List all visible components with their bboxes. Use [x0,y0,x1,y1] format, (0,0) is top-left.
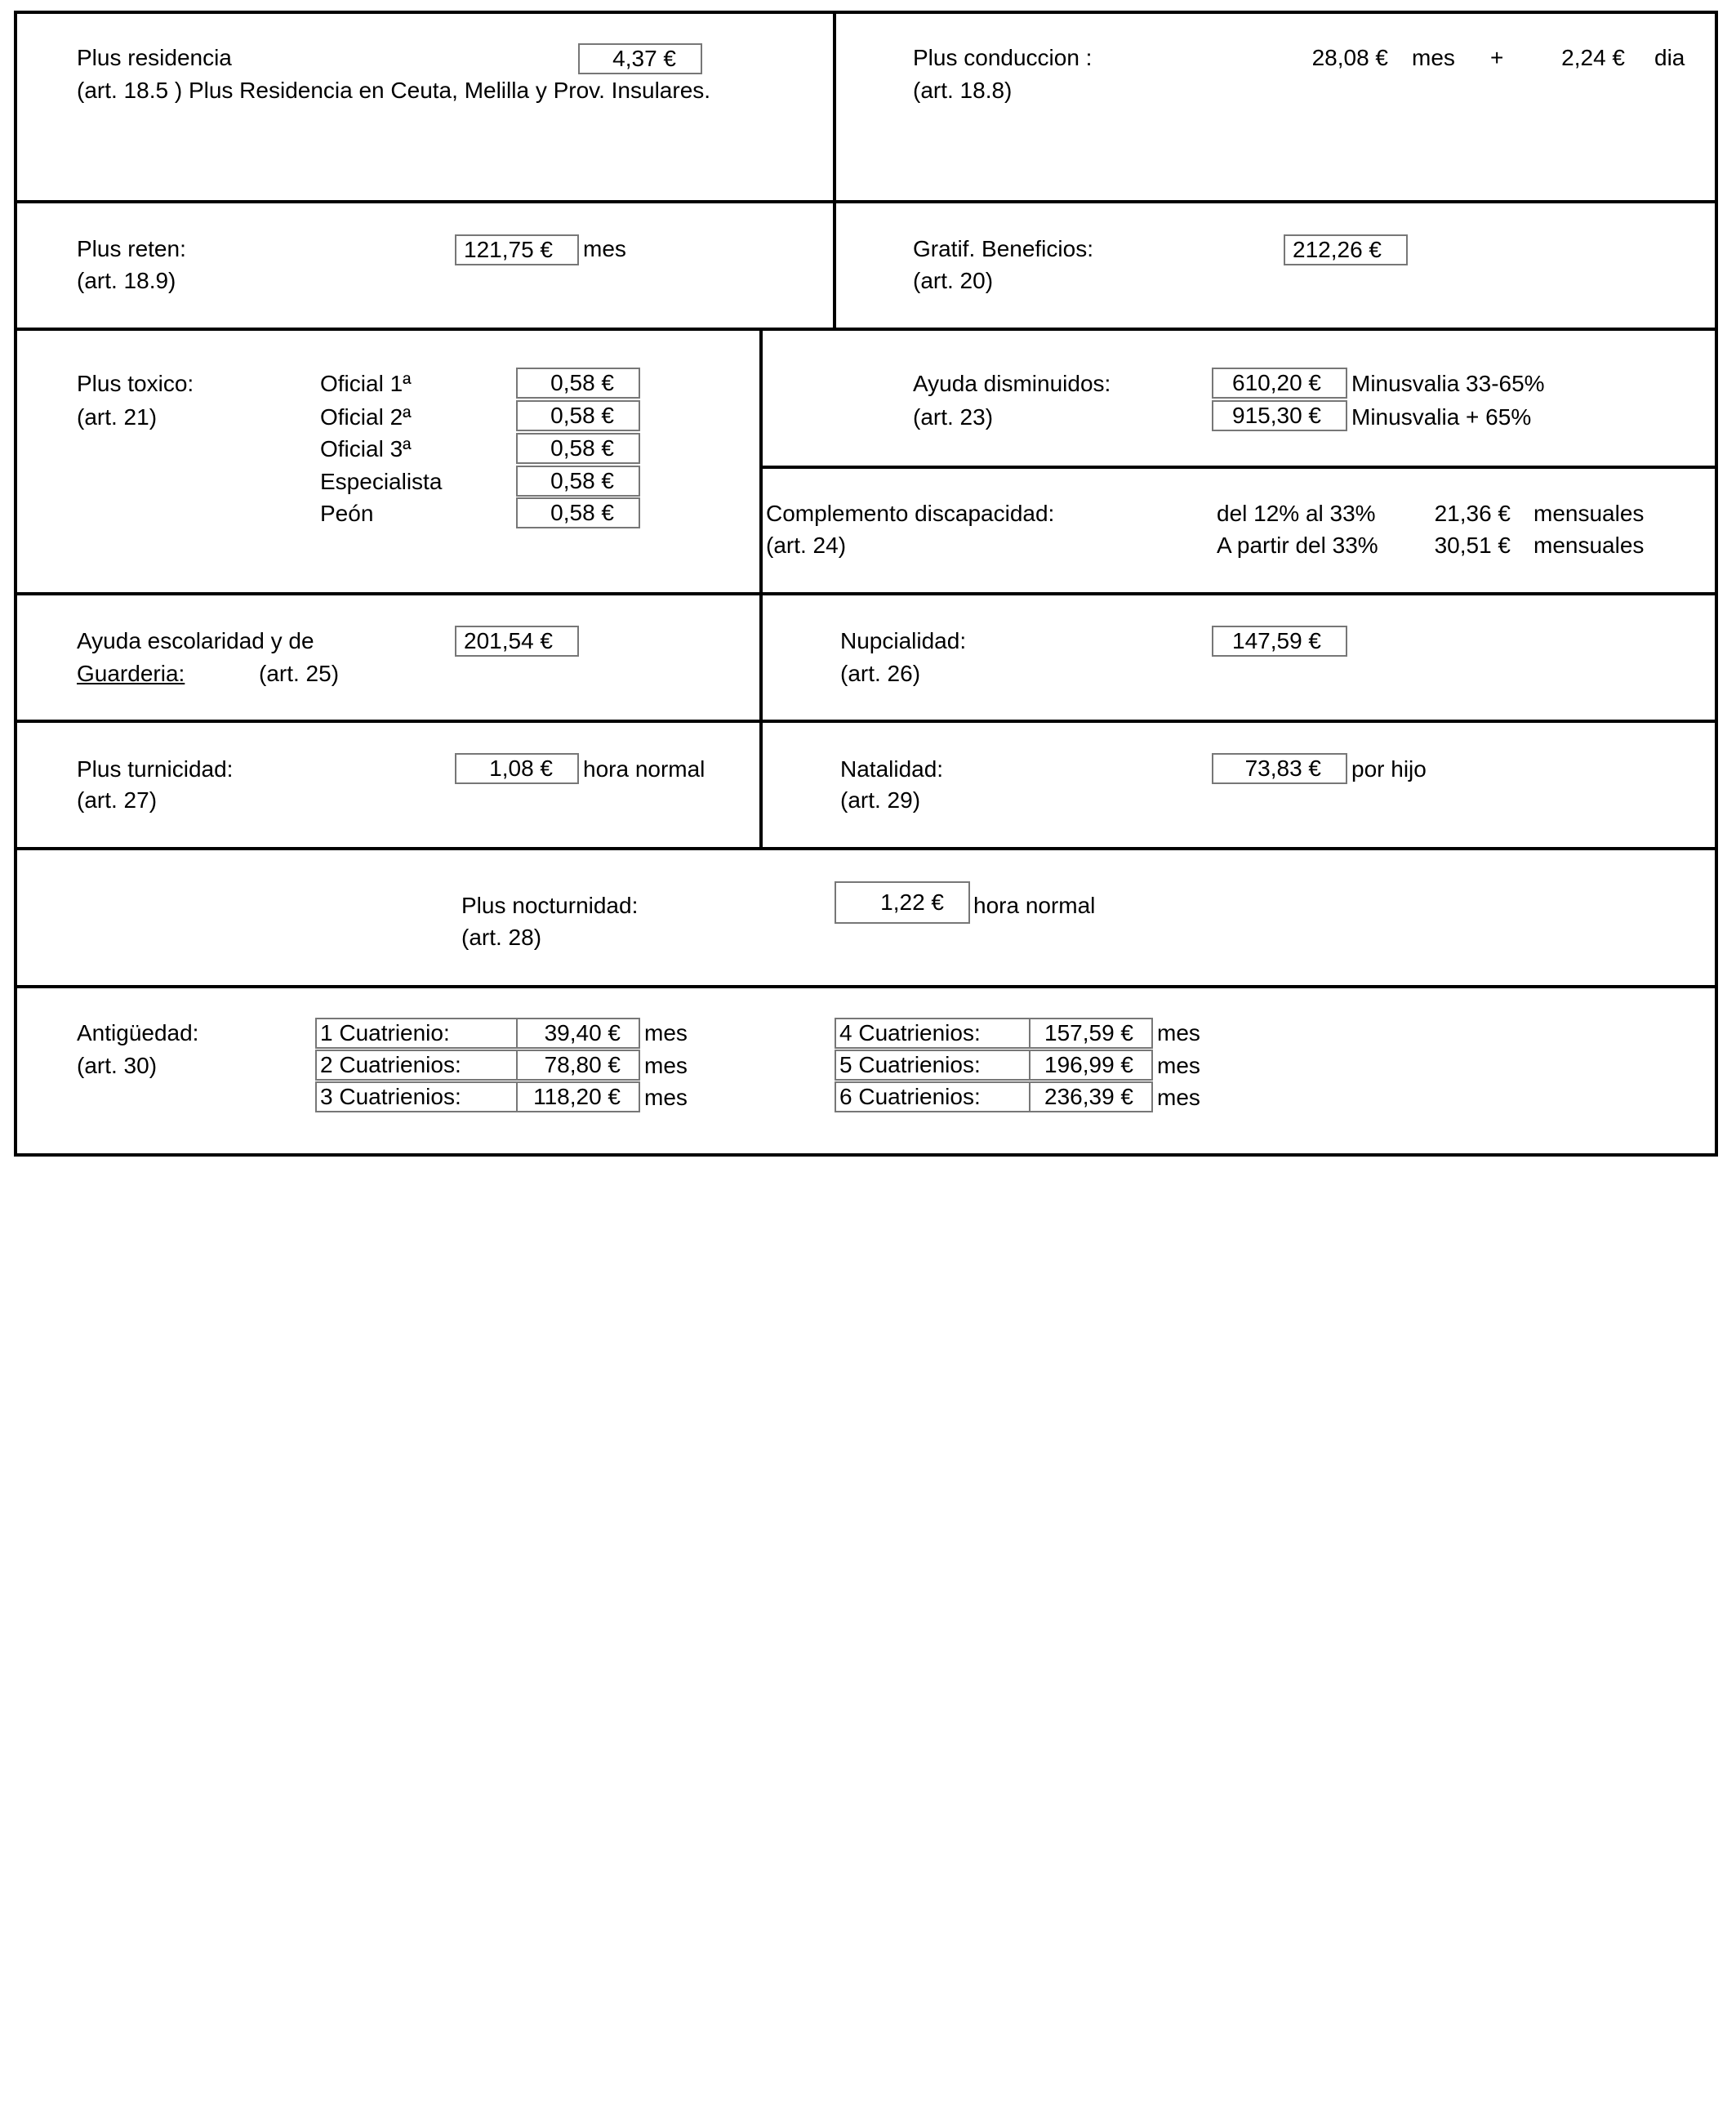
disminuidos-label: Ayuda disminuidos: [913,371,1111,396]
discapacidad-range: del 12% al 33% [1217,501,1376,526]
cuatrienio-name: 3 Cuatrienios: [315,1081,518,1112]
disminuidos-desc: Minusvalia + 65% [1351,404,1532,430]
column-divider [833,11,836,329]
toxico-category: Oficial 2ª [320,404,412,430]
discapacidad-value: 21,36 € [1434,501,1511,526]
conduccion-unit-month: mes [1412,45,1455,70]
natalidad-value: 73,83 € [1212,753,1347,784]
toxico-category: Oficial 3ª [320,436,412,461]
toxico-category: Especialista [320,469,443,494]
discapacidad-unit: mensuales [1533,501,1645,526]
turnicidad-value: 1,08 € [455,753,579,784]
residencia-value: 4,37 € [578,43,702,74]
cuatrienio-unit: mes [1157,1085,1200,1110]
conduccion-value-day: 2,24 € [1561,45,1625,70]
toxico-value: 0,58 € [516,433,640,464]
reten-value: 121,75 € [455,234,579,265]
disminuidos-value: 610,20 € [1212,368,1347,399]
toxico-category: Peón [320,501,374,526]
beneficios-art: (art. 20) [913,268,994,293]
toxico-value: 0,58 € [516,400,640,431]
turnicidad-label: Plus turnicidad: [77,756,234,782]
row-divider [14,985,1718,988]
cuatrienio-unit: mes [644,1085,688,1110]
row-divider [14,720,1718,723]
cuatrienio-name: 2 Cuatrienios: [315,1050,518,1081]
row-divider [14,847,1718,850]
disminuidos-value: 915,30 € [1212,400,1347,431]
reten-label: Plus reten: [77,236,186,261]
conduccion-art: (art. 18.8) [913,78,1013,103]
row-divider [761,466,1718,469]
row-divider [14,592,1718,595]
residencia-label: Plus residencia [77,45,232,70]
toxico-category: Oficial 1ª [320,371,412,396]
discapacidad-art: (art. 24) [766,533,847,558]
discapacidad-value: 30,51 € [1434,533,1511,558]
discapacidad-label: Complemento discapacidad: [766,501,1055,526]
escolaridad-value: 201,54 € [455,626,579,657]
cuatrienio-value: 118,20 € [516,1081,640,1112]
cuatrienio-value: 78,80 € [516,1050,640,1081]
toxico-value: 0,58 € [516,466,640,497]
cuatrienio-name: 4 Cuatrienios: [835,1018,1030,1049]
row-divider [14,328,1718,331]
toxico-value: 0,58 € [516,368,640,399]
nocturnidad-unit: hora normal [973,893,1096,918]
residencia-note: (art. 18.5 ) Plus Residencia en Ceuta, Melilla y Prov. Insulares. [77,78,711,103]
escolaridad-label: Ayuda escolaridad y de [77,628,314,653]
conduccion-plus: + [1490,45,1504,70]
antiguedad-label: Antigüedad: [77,1020,199,1045]
conduccion-label: Plus conduccion : [913,45,1093,70]
cuatrienio-value: 236,39 € [1029,1081,1153,1112]
reten-art: (art. 18.9) [77,268,176,293]
discapacidad-range: A partir del 33% [1217,533,1378,558]
cuatrienio-unit: mes [1157,1020,1200,1045]
cuatrienio-value: 157,59 € [1029,1018,1153,1049]
cuatrienio-unit: mes [1157,1053,1200,1078]
beneficios-label: Gratif. Beneficios: [913,236,1093,261]
escolaridad-art: (art. 25) [259,661,340,686]
disminuidos-art: (art. 23) [913,404,994,430]
nupcialidad-art: (art. 26) [840,661,921,686]
guarderia-label: Guarderia: [77,661,185,686]
disminuidos-desc: Minusvalia 33-65% [1351,371,1545,396]
conduccion-unit-day: dia [1654,45,1685,70]
antiguedad-art: (art. 30) [77,1053,158,1078]
column-divider [759,328,763,849]
cuatrienio-name: 6 Cuatrienios: [835,1081,1030,1112]
natalidad-art: (art. 29) [840,787,921,813]
natalidad-unit: por hijo [1351,756,1427,782]
toxico-value: 0,58 € [516,497,640,528]
cuatrienio-unit: mes [644,1020,688,1045]
beneficios-value: 212,26 € [1284,234,1408,265]
conduccion-value-month: 28,08 € [1311,45,1388,70]
nocturnidad-value: 1,22 € [835,881,970,924]
nupcialidad-value: 147,59 € [1212,626,1347,657]
turnicidad-art: (art. 27) [77,787,158,813]
cuatrienio-unit: mes [644,1053,688,1078]
nocturnidad-art: (art. 28) [461,925,542,950]
natalidad-label: Natalidad: [840,756,944,782]
nupcialidad-label: Nupcialidad: [840,628,967,653]
cuatrienio-value: 39,40 € [516,1018,640,1049]
reten-unit: mes [583,236,626,261]
discapacidad-unit: mensuales [1533,533,1645,558]
row-divider [14,200,1718,203]
toxico-art: (art. 21) [77,404,158,430]
turnicidad-unit: hora normal [583,756,706,782]
nocturnidad-label: Plus nocturnidad: [461,893,639,918]
cuatrienio-name: 1 Cuatrienio: [315,1018,518,1049]
cuatrienio-name: 5 Cuatrienios: [835,1050,1030,1081]
toxico-label: Plus toxico: [77,371,194,396]
cuatrienio-value: 196,99 € [1029,1050,1153,1081]
